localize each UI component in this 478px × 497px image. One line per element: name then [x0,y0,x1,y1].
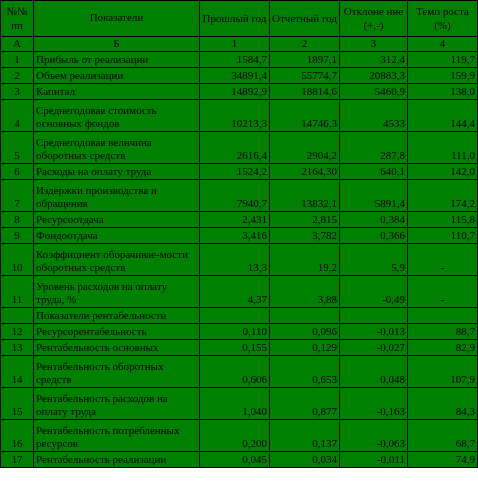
cell-curr: 0,137 [270,420,340,452]
header-curr: Отчетный год [270,1,340,37]
cell-num: 5 [1,132,34,164]
header-num: №№ пп [1,1,34,37]
cell-dev: 640,1 [340,164,408,180]
table-row [1,244,478,276]
cell-dev: 287,8 [340,132,408,164]
cell-curr: 2,815 [270,212,340,228]
cell-prev: 0,606 [200,356,270,388]
table-row [1,132,478,164]
cell-curr: 0,034 [270,452,340,468]
cell-name: Объем реализации [34,68,200,84]
cell-num: 12 [1,324,34,340]
cell-growth [408,308,478,324]
cell-num [1,308,34,324]
table-row [1,212,478,228]
table-row [1,100,478,132]
cell-dev: -0,011 [340,452,408,468]
cell-curr: 13832,1 [270,180,340,212]
cell-prev: 4,37 [200,276,270,308]
header-prev: Прошлый год [200,1,270,37]
cell-prev: 10213,3 [200,100,270,132]
cell-dev: -0,163 [340,388,408,420]
table-row [1,324,478,340]
cell-num: 2 [1,68,34,84]
cell-growth: 159,9 [408,68,478,84]
cell-name: Уровень расходов на оплату труда, % [34,276,200,308]
cell-num: 9 [1,228,34,244]
table-row [1,420,478,452]
table-subheader-row [1,37,478,52]
cell-curr: 19,2 [270,244,340,276]
cell-dev: 4533 [340,100,408,132]
table-row [1,356,478,388]
cell-growth: 144,4 [408,100,478,132]
cell-growth: 68,7 [408,420,478,452]
cell-prev: 1524,2 [200,164,270,180]
cell-growth: - [408,244,478,276]
subheader-dev: 3 [340,37,408,52]
cell-prev: 14892,9 [200,84,270,100]
cell-num: 17 [1,452,34,468]
cell-prev [200,308,270,324]
header-growth: Темп роста (%) [408,1,478,37]
cell-growth: 119,7 [408,52,478,68]
cell-name: Показатели рентабельности [34,308,200,324]
cell-curr: 18814,6 [270,84,340,100]
cell-dev: 5,9 [340,244,408,276]
cell-name: Рентабельность реализации [34,452,200,468]
cell-prev: 2,431 [200,212,270,228]
cell-name: Рентабельность расходов на оплату труда [34,388,200,420]
table-row [1,180,478,212]
table-row [1,388,478,420]
cell-prev: 34891,4 [200,68,270,84]
cell-name: Среднегодовая величина оборотных средств [34,132,200,164]
cell-num: 10 [1,244,34,276]
cell-prev: 1584,7 [200,52,270,68]
cell-num: 15 [1,388,34,420]
cell-curr: 3,782 [270,228,340,244]
cell-name: Издержки производства и обращения [34,180,200,212]
cell-name: Прибыль от реализации [34,52,200,68]
header-name: Показатели [34,1,200,37]
table-row [1,276,478,308]
table-row [1,340,478,356]
cell-growth: 84,3 [408,388,478,420]
subheader-num: А [1,37,34,52]
cell-growth: 138,0 [408,84,478,100]
cell-name: Рентабельность основных [34,340,200,356]
cell-growth: 142,0 [408,164,478,180]
cell-name: Рентабельность оборотных средств [34,356,200,388]
cell-growth: 107,9 [408,356,478,388]
cell-num: 8 [1,212,34,228]
cell-prev: 3,416 [200,228,270,244]
cell-name: Рентабельность потребленных ресурсов [34,420,200,452]
cell-num: 1 [1,52,34,68]
cell-num: 3 [1,84,34,100]
table-row [1,452,478,468]
table-header-row [1,1,478,37]
header-dev: Отклоне ние (+,-) [340,1,408,37]
cell-num: 11 [1,276,34,308]
cell-prev: 1,040 [200,388,270,420]
cell-name: Расходы на оплату труда [34,164,200,180]
cell-prev: 0,200 [200,420,270,452]
cell-growth: - [408,276,478,308]
cell-growth: 82,9 [408,340,478,356]
cell-prev: 7940,7 [200,180,270,212]
cell-name: Капитал [34,84,200,100]
cell-prev: 13,3 [200,244,270,276]
cell-curr: 0,877 [270,388,340,420]
cell-name: Ресурсоотдача [34,212,200,228]
cell-name: Коэффициент оборачивае-мости оборотных средств [34,244,200,276]
table-row [1,52,478,68]
cell-curr: 0,096 [270,324,340,340]
cell-prev: 0,110 [200,324,270,340]
table-row [1,68,478,84]
cell-curr: 55774,7 [270,68,340,84]
cell-growth: 174,2 [408,180,478,212]
subheader-growth: 4 [408,37,478,52]
cell-curr: 1897,1 [270,52,340,68]
cell-dev: 5460,9 [340,84,408,100]
subheader-name: Б [34,37,200,52]
cell-num: 16 [1,420,34,452]
cell-growth: 88,7 [408,324,478,340]
cell-curr: 3,88 [270,276,340,308]
cell-dev [340,308,408,324]
cell-num: 14 [1,356,34,388]
cell-prev: 0,155 [200,340,270,356]
table-row [1,308,478,324]
cell-prev: 2616,4 [200,132,270,164]
cell-num: 7 [1,180,34,212]
cell-dev: -0,013 [340,324,408,340]
cell-growth: 111,0 [408,132,478,164]
cell-growth: 115,8 [408,212,478,228]
cell-growth: 74,9 [408,452,478,468]
cell-dev: 0,366 [340,228,408,244]
cell-curr: 14746,3 [270,100,340,132]
cell-num: 4 [1,100,34,132]
cell-curr: 0,653 [270,356,340,388]
cell-curr: 2904,2 [270,132,340,164]
cell-curr: 0,129 [270,340,340,356]
cell-dev: 0,384 [340,212,408,228]
cell-dev: -0,063 [340,420,408,452]
cell-dev: 312,4 [340,52,408,68]
cell-name: Среднегодовая стоимость основных фондов [34,100,200,132]
cell-curr [270,308,340,324]
cell-num: 6 [1,164,34,180]
cell-dev: -0,027 [340,340,408,356]
cell-dev: -0,49 [340,276,408,308]
subheader-curr: 2 [270,37,340,52]
table-row [1,228,478,244]
cell-name: Ресурсорентабельность [34,324,200,340]
cell-name: Фондоотдача [34,228,200,244]
cell-growth: 110,7 [408,228,478,244]
table-row [1,84,478,100]
subheader-prev: 1 [200,37,270,52]
table-row [1,164,478,180]
cell-dev: 0,048 [340,356,408,388]
cell-num: 13 [1,340,34,356]
cell-prev: 0,045 [200,452,270,468]
cell-dev: 5891,4 [340,180,408,212]
cell-dev: 20883,3 [340,68,408,84]
cell-curr: 2164,30 [270,164,340,180]
